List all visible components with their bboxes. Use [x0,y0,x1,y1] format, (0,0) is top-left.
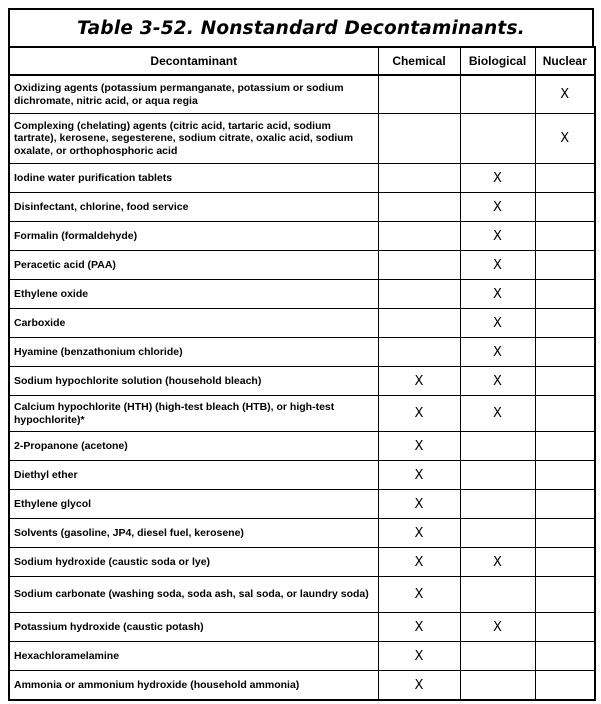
biological-mark: X [460,193,535,222]
decontaminant-name: Carboxide [9,309,378,338]
biological-mark: X [460,367,535,396]
nuclear-mark [535,461,595,490]
biological-mark: X [460,222,535,251]
table-row [9,164,595,193]
biological-mark: X [460,548,535,577]
biological-mark [460,577,535,613]
table-row [9,642,595,671]
decontaminant-name: Diethyl ether [9,461,378,490]
table-row [9,338,595,367]
biological-mark: X [460,396,535,432]
chemical-mark: X [378,642,460,671]
chemical-mark [378,338,460,367]
biological-mark [460,461,535,490]
table-row [9,114,595,164]
nuclear-mark [535,671,595,701]
biological-mark: X [460,251,535,280]
chemical-mark: X [378,519,460,548]
decontaminant-name: Disinfectant, chlorine, food service [9,193,378,222]
decontaminant-name: Solvents (gasoline, JP4, diesel fuel, kerosene) [9,519,378,548]
nuclear-mark: X [535,114,595,164]
biological-mark [460,114,535,164]
nuclear-mark [535,280,595,309]
table-row [9,461,595,490]
decontaminant-name: Ethylene glycol [9,490,378,519]
biological-mark: X [460,613,535,642]
biological-mark: X [460,280,535,309]
nuclear-mark [535,548,595,577]
nuclear-mark [535,222,595,251]
table-row [9,519,595,548]
chemical-mark: X [378,396,460,432]
document-page [8,8,594,701]
chemical-mark [378,164,460,193]
nuclear-mark: X [535,75,595,114]
chemical-mark [378,75,460,114]
decontaminant-name: Sodium carbonate (washing soda, soda ash, sal soda, or laundry soda) [9,577,378,613]
nuclear-mark [535,577,595,613]
biological-mark [460,642,535,671]
chemical-mark [378,280,460,309]
decontaminant-name: Ethylene oxide [9,280,378,309]
decontaminant-name: Ammonia or ammonium hydroxide (household ammonia) [9,671,378,701]
table-title: Table 3-52. Nonstandard Decontaminants. [8,8,594,46]
nuclear-mark [535,309,595,338]
header-chemical: Chemical [378,47,460,75]
biological-mark [460,519,535,548]
nuclear-mark [535,613,595,642]
chemical-mark [378,193,460,222]
chemical-mark: X [378,577,460,613]
table-row [9,309,595,338]
nuclear-mark [535,367,595,396]
nuclear-mark [535,193,595,222]
biological-mark [460,75,535,114]
decontaminant-name: Sodium hypochlorite solution (household bleach) [9,367,378,396]
table-row [9,671,595,701]
chemical-mark: X [378,367,460,396]
decontaminant-name: Formalin (formaldehyde) [9,222,378,251]
chemical-mark: X [378,432,460,461]
nuclear-mark [535,642,595,671]
table-row [9,432,595,461]
header-decontaminant: Decontaminant [9,47,378,75]
chemical-mark [378,114,460,164]
decontaminant-name: Complexing (chelating) agents (citric acid, tartaric acid, sodium tartrate), kerosene, segesterene, sodium citrate, oxalic acid, sodium oxalate, or orthophosphoric acid [9,114,378,164]
nuclear-mark [535,519,595,548]
biological-mark: X [460,164,535,193]
table-row [9,222,595,251]
decontaminant-name: Hexachloramelamine [9,642,378,671]
nuclear-mark [535,396,595,432]
decontaminant-name: 2-Propanone (acetone) [9,432,378,461]
table-row [9,396,595,432]
nuclear-mark [535,338,595,367]
table-row [9,75,595,114]
biological-mark [460,671,535,701]
header-nuclear: Nuclear [535,47,595,75]
nuclear-mark [535,432,595,461]
decontaminant-name: Sodium hydroxide (caustic soda or lye) [9,548,378,577]
chemical-mark: X [378,461,460,490]
table-row [9,367,595,396]
chemical-mark: X [378,490,460,519]
table-row [9,251,595,280]
chemical-mark [378,251,460,280]
header-biological: Biological [460,47,535,75]
chemical-mark: X [378,548,460,577]
decontaminant-name: Hyamine (benzathonium chloride) [9,338,378,367]
decontaminant-name: Peracetic acid (PAA) [9,251,378,280]
nuclear-mark [535,164,595,193]
decontaminant-name: Calcium hypochlorite (HTH) (high-test bleach (HTB), or high-test hypochlorite)* [9,396,378,432]
table-row [9,613,595,642]
table-row [9,577,595,613]
table-row [9,280,595,309]
biological-mark: X [460,338,535,367]
biological-mark [460,432,535,461]
chemical-mark [378,222,460,251]
nuclear-mark [535,490,595,519]
chemical-mark [378,309,460,338]
decontaminants-table [8,46,596,701]
nuclear-mark [535,251,595,280]
decontaminant-name: Iodine water purification tablets [9,164,378,193]
table-row [9,548,595,577]
chemical-mark: X [378,613,460,642]
biological-mark: X [460,309,535,338]
decontaminant-name: Potassium hydroxide (caustic potash) [9,613,378,642]
biological-mark [460,490,535,519]
table-row [9,490,595,519]
table-row [9,193,595,222]
decontaminant-name: Oxidizing agents (potassium permanganate, potassium or sodium dichromate, nitric acid, or aqua regia [9,75,378,114]
chemical-mark: X [378,671,460,701]
header-row [9,47,595,75]
